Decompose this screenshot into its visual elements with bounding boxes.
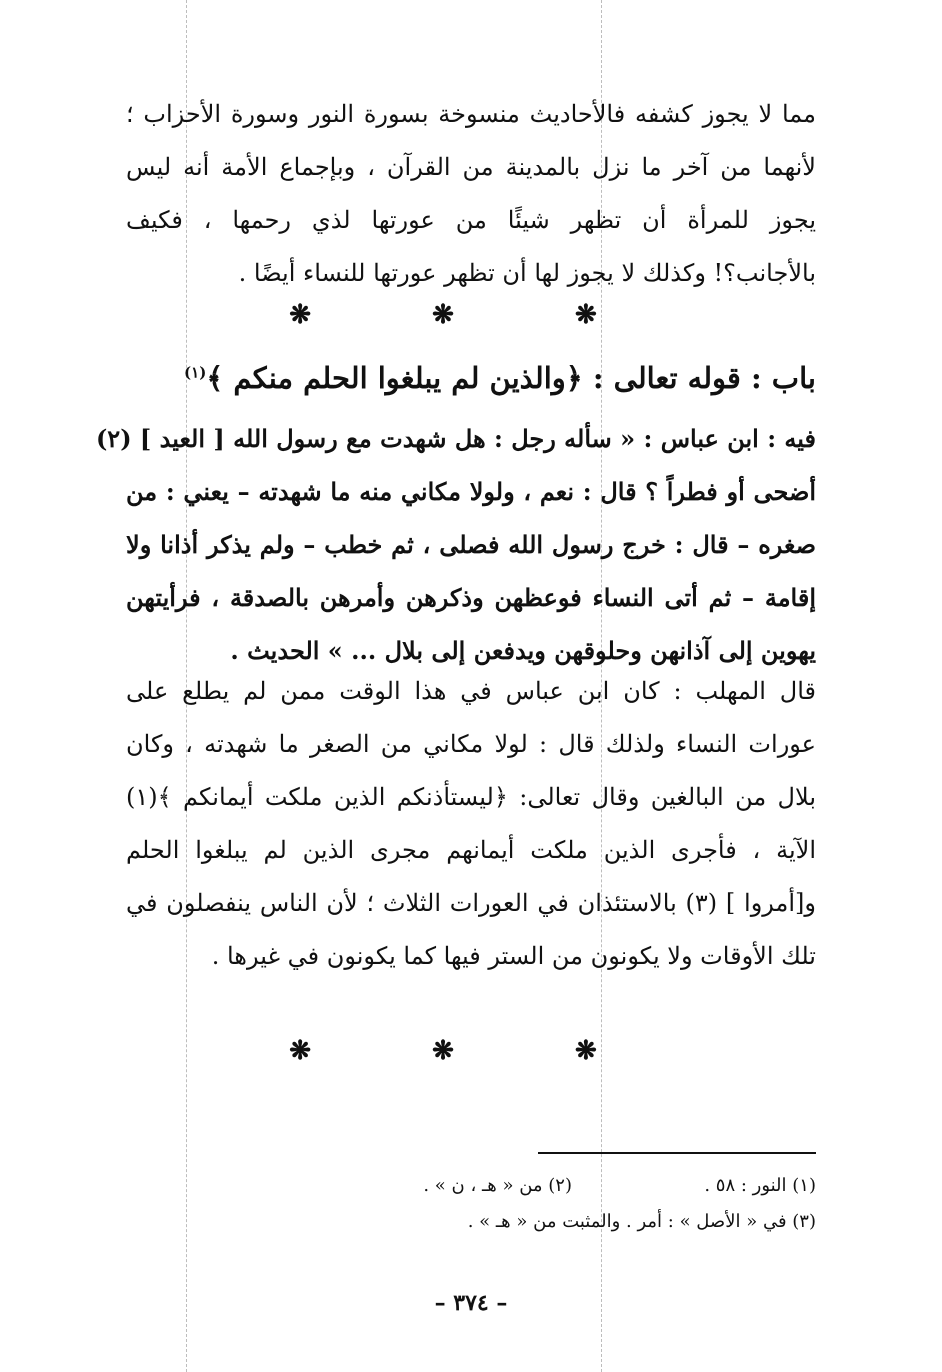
paragraph-3-commentary — [126, 665, 816, 983]
text-line: بلال من البالغين وقال تعالى: ﴿ليستأذنكم الذين ملكت أيمانكم ﴾(١) — [126, 783, 816, 811]
footnote-divider — [538, 1152, 816, 1154]
text-line: إقامة – ثم أتى النساء فوعظهن وذكرهن وأمرهن بالصدقة ، فرأيتهن — [126, 583, 816, 612]
text-line: فيه : ابن عباس : « سأله رجل : هل شهدت مع رسول الله [ العيد ] (٢) — [95, 424, 816, 453]
heading-text: باب : قوله تعالى : ﴿والذين لم يبلغوا الحلم منكم ﴾ — [206, 361, 816, 395]
text-line: الآية ، فأجرى الذين ملكت أيمانهم مجرى الذين لم يبلغوا الحلم — [126, 836, 816, 864]
text-line: بالأجانب؟! وكذلك لا يجوز لها أن تظهر عورتها للنساء أيضًا . — [238, 259, 816, 287]
text-line: عورات النساء ولذلك قال : لولا مكاني من الصغر ما شهدته ، وكان — [126, 730, 816, 758]
paragraph-2-hadith — [95, 412, 816, 677]
section-separator: ❋ ❋ ❋ — [289, 300, 653, 330]
text-line: أضحى أو فطراً ؟ قال : نعم ، ولولا مكاني منه ما شهدته – يعني : من — [126, 477, 816, 506]
section-separator: ❋ ❋ ❋ — [289, 1036, 653, 1066]
page-number: – ٣٧٤ – — [434, 1290, 508, 1316]
text-line: تلك الأوقات ولا يكونون من الستر فيها كما يكونون في غيرها . — [211, 942, 816, 970]
paragraph-1 — [126, 88, 816, 300]
text-line: مما لا يجوز كشفه فالأحاديث منسوخة بسورة النور وسورة الأحزاب ؛ — [126, 100, 816, 128]
text-line: و[أمروا ] (٣) بالاستئذان في العورات الثلاث ؛ لأن الناس ينفصلون في — [126, 889, 817, 917]
text-line: يهوين إلى آذانهن وحلوقهن ويدفعن إلى بلال ... » الحديث . — [230, 636, 816, 665]
text-line: يجوز للمرأة أن تظهر شيئًا من عورتها لذي رحمها ، فكيف — [126, 206, 816, 234]
footnote-1: (١) النور : ٥٨ . — [704, 1175, 816, 1196]
text-line: لأنهما من آخر ما نزل بالمدينة من القرآن ، وبإجماع الأمة أنه ليس — [126, 153, 816, 181]
footnote-2: (٢) من « هـ ، ن » . — [423, 1175, 572, 1196]
footnote-3: (٣) في « الأصل » : أمر . والمثبت من « هـ » . — [467, 1211, 816, 1232]
text-line: صغره – قال : خرج رسول الله فصلى ، ثم خطب – ولم يذكر أذانا ولا — [126, 530, 816, 559]
text-line: قال المهلب : كان ابن عباس في هذا الوقت ممن لم يطلع على — [126, 677, 816, 705]
chapter-heading — [126, 350, 816, 406]
footnote-marker: (١) — [184, 363, 207, 382]
